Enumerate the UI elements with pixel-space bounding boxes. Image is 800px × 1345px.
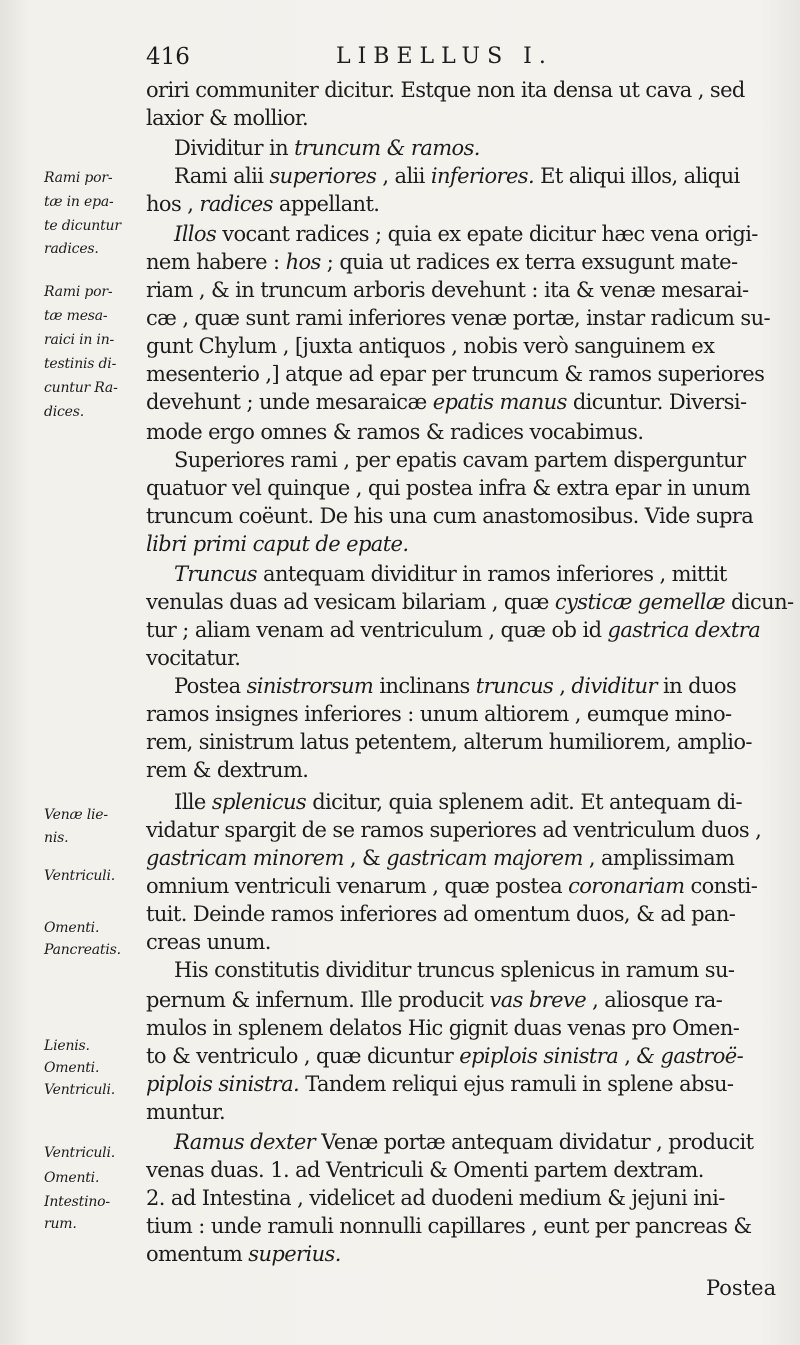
italic-run: gastrica dextra xyxy=(607,618,761,642)
text-line xyxy=(146,816,761,844)
text-line xyxy=(146,728,752,756)
text-run: tium : unde ramuli nonnulli capillares , eunt per pancreas & xyxy=(146,1214,752,1238)
text-run: omnium ventriculi venarum , quæ postea xyxy=(146,874,569,898)
text-run: Ille xyxy=(174,790,212,814)
text-run: venulas duas ad vesicam bilariam , quæ xyxy=(146,590,555,614)
text-run: Venæ portæ antequam dividatur , producit xyxy=(315,1130,754,1154)
text-run: , xyxy=(553,674,572,698)
text-run: devehunt ; unde mesaraicæ xyxy=(146,390,433,414)
margin-note: radices. xyxy=(44,241,99,257)
page-number: 416 xyxy=(146,44,190,70)
italic-run: hos xyxy=(285,250,321,274)
text-run: mode ergo omnes & ramos & radices vocabimus. xyxy=(146,420,644,444)
text-run: truncum coëunt. De his una cum anastomosibus. Vide supra xyxy=(146,504,754,528)
italic-run: & gastroë- xyxy=(636,1044,744,1068)
text-line xyxy=(146,360,764,388)
text-run: riam , & in truncum arboris devehunt : ita & venæ mesarai- xyxy=(146,278,749,302)
text-run: , aliosque ra- xyxy=(586,988,723,1012)
margin-note: Omenti. xyxy=(44,920,100,936)
italic-run: radices xyxy=(199,192,273,216)
text-run: Tandem reliqui ejus ramuli in splene absu- xyxy=(299,1072,734,1096)
text-run: , xyxy=(618,1044,637,1068)
text-line xyxy=(146,616,760,644)
italic-run: epiplois sinistra xyxy=(459,1044,619,1068)
text-run: dicuntur. Diversi- xyxy=(566,390,747,414)
margin-note: Intestino- xyxy=(44,1194,110,1210)
text-line xyxy=(146,418,643,446)
text-run: , alii xyxy=(376,164,431,188)
text-line xyxy=(146,1128,754,1156)
text-run: rem, sinistrum latus petentem, alterum humiliorem, amplio- xyxy=(146,730,752,754)
margin-note: Omenti. xyxy=(44,1170,100,1186)
text-line xyxy=(146,700,732,728)
text-run: venas duas. 1. ad Ventriculi & Omenti partem dextram. xyxy=(146,1158,704,1182)
margin-note: tæ mesa- xyxy=(44,308,108,324)
text-line xyxy=(146,76,745,104)
italic-run: truncum & ramos. xyxy=(294,136,480,160)
text-line xyxy=(146,1098,225,1126)
text-run: Dividitur in xyxy=(174,136,295,160)
text-line xyxy=(146,162,740,190)
running-head: LIBELLUS I. xyxy=(336,44,553,69)
italic-run: superiores xyxy=(269,164,377,188)
text-line xyxy=(146,276,749,304)
text-line xyxy=(146,588,794,616)
text-run: appellant. xyxy=(272,192,380,216)
text-line xyxy=(146,986,722,1014)
text-run: mesenterio ,] atque ad epar per truncum & ramos superiores xyxy=(146,362,765,386)
text-run: Rami alii xyxy=(174,164,270,188)
margin-note: Pancreatis. xyxy=(44,942,121,958)
text-run: cæ , quæ sunt rami inferiores venæ portæ, instar radicum su- xyxy=(146,306,771,330)
text-line xyxy=(146,672,736,700)
text-run: vocitatur. xyxy=(146,646,241,670)
italic-run: coronariam xyxy=(568,874,685,898)
text-line xyxy=(146,1070,733,1098)
text-run: ramos insignes inferiores : unum altiorem , eumque mino- xyxy=(146,702,732,726)
margin-note: Rami por- xyxy=(44,170,113,186)
margin-note: te dicuntur xyxy=(44,218,121,234)
text-run: oriri communiter dicitur. Estque non ita densa ut cava , sed xyxy=(146,78,745,102)
margin-note: raici in in- xyxy=(44,332,115,348)
text-line xyxy=(146,332,714,360)
text-line xyxy=(146,1156,704,1184)
italic-run: libri primi caput de epate. xyxy=(146,532,409,556)
margin-note: Ventriculi. xyxy=(44,1145,115,1161)
text-run: , & xyxy=(343,846,387,870)
text-line xyxy=(146,104,308,132)
text-run: tur ; aliam venam ad ventriculum , quæ ob id xyxy=(146,618,608,642)
text-line xyxy=(146,928,271,956)
text-line xyxy=(146,756,308,784)
text-line xyxy=(146,1240,341,1268)
text-line xyxy=(146,190,379,218)
italic-run: gastricam minorem xyxy=(146,846,344,870)
margin-note: Venæ lie- xyxy=(44,807,108,823)
text-run: muntur. xyxy=(146,1100,226,1124)
text-line xyxy=(146,844,734,872)
margin-note: Rami por- xyxy=(44,284,113,300)
margin-note: tæ in epa- xyxy=(44,194,114,210)
text-run: in duos xyxy=(656,674,737,698)
italic-run: Illos xyxy=(174,222,217,246)
italic-run: inferiores. xyxy=(430,164,535,188)
text-run: hos , xyxy=(146,192,200,216)
text-run: Et aliqui illos, aliqui xyxy=(534,164,740,188)
margin-note: Ventriculi. xyxy=(44,868,115,884)
text-line xyxy=(146,1042,743,1070)
text-line xyxy=(146,1212,752,1240)
text-run: mulos in splenem delatos Hic gignit duas venas pro Omen- xyxy=(146,1016,740,1040)
text-run: pernum & infernum. Ille producit xyxy=(146,988,490,1012)
italic-run: vas breve xyxy=(489,988,587,1012)
page-header xyxy=(146,44,766,76)
italic-run: sinistrorsum xyxy=(246,674,374,698)
text-run: dicitur, quia splenem adit. Et antequam di- xyxy=(306,790,743,814)
margin-note: nis. xyxy=(44,830,69,846)
text-run: gunt Chylum , [juxta antiquos , nobis verò sanguinem ex xyxy=(146,334,715,358)
text-run: quatuor vel quinque , qui postea infra & extra epar in unum xyxy=(146,476,751,500)
text-run: , amplissimam xyxy=(582,846,735,870)
italic-run: epatis manus xyxy=(432,390,567,414)
text-run: inclinans xyxy=(373,674,476,698)
margin-note: rum. xyxy=(44,1216,77,1232)
text-run: creas unum. xyxy=(146,930,271,954)
text-line xyxy=(146,788,742,816)
text-run: to & ventriculo , quæ dicuntur xyxy=(146,1044,460,1068)
text-line xyxy=(146,1014,739,1042)
text-line xyxy=(146,560,727,588)
text-run: vidatur spargit de se ramos superiores ad ventriculum duos , xyxy=(146,818,762,842)
text-run: Superiores rami , per epatis cavam partem disperguntur xyxy=(174,448,746,472)
text-line xyxy=(146,644,240,672)
margin-note: Ventriculi. xyxy=(44,1082,115,1098)
margin-note: Lienis. xyxy=(44,1038,90,1054)
text-run: ; quia ut radices ex terra exsugunt mate- xyxy=(320,250,738,274)
text-line xyxy=(146,248,737,276)
catchword: Postea xyxy=(706,1276,777,1300)
text-run: His constitutis dividitur truncus splenicus in ramum su- xyxy=(174,958,735,982)
italic-run: gastricam majorem xyxy=(386,846,583,870)
text-line xyxy=(146,134,480,162)
text-line xyxy=(146,388,747,416)
margin-note: dices. xyxy=(44,404,85,420)
text-line xyxy=(146,220,758,248)
text-line xyxy=(146,956,734,984)
text-run: nem habere : xyxy=(146,250,286,274)
text-run: 2. ad Intestina , videlicet ad duodeni medium & jejuni ini- xyxy=(146,1186,725,1210)
text-line xyxy=(146,446,746,474)
italic-run: dividitur xyxy=(571,674,657,698)
text-line xyxy=(146,1184,725,1212)
italic-run: cysticæ gemellæ xyxy=(554,590,725,614)
margin-note: Omenti. xyxy=(44,1060,100,1076)
text-run: omentum xyxy=(146,1242,249,1266)
text-run: antequam dividitur in ramos inferiores , mittit xyxy=(256,562,727,586)
italic-run: Ramus dexter xyxy=(174,1130,316,1154)
margin-note: testinis di- xyxy=(44,356,117,372)
text-run: vocant radices ; quia ex epate dicitur hæc vena origi- xyxy=(216,222,758,246)
italic-run: Truncus xyxy=(174,562,257,586)
text-line xyxy=(146,304,770,332)
italic-run: piplois sinistra. xyxy=(146,1072,300,1096)
text-line xyxy=(146,502,753,530)
margin-note: cuntur Ra- xyxy=(44,380,118,396)
text-line xyxy=(146,474,750,502)
text-run: Postea xyxy=(174,674,247,698)
text-line xyxy=(146,900,735,928)
text-line xyxy=(146,872,757,900)
text-line xyxy=(146,530,408,558)
text-run: laxior & mollior. xyxy=(146,106,309,130)
text-run: rem & dextrum. xyxy=(146,758,309,782)
italic-run: splenicus xyxy=(211,790,307,814)
text-run: dicun- xyxy=(724,590,794,614)
italic-run: superius. xyxy=(248,1242,341,1266)
text-run: consti- xyxy=(684,874,758,898)
text-run: tuit. Deinde ramos inferiores ad omentum duos, & ad pan- xyxy=(146,902,736,926)
italic-run: truncus xyxy=(475,674,554,698)
